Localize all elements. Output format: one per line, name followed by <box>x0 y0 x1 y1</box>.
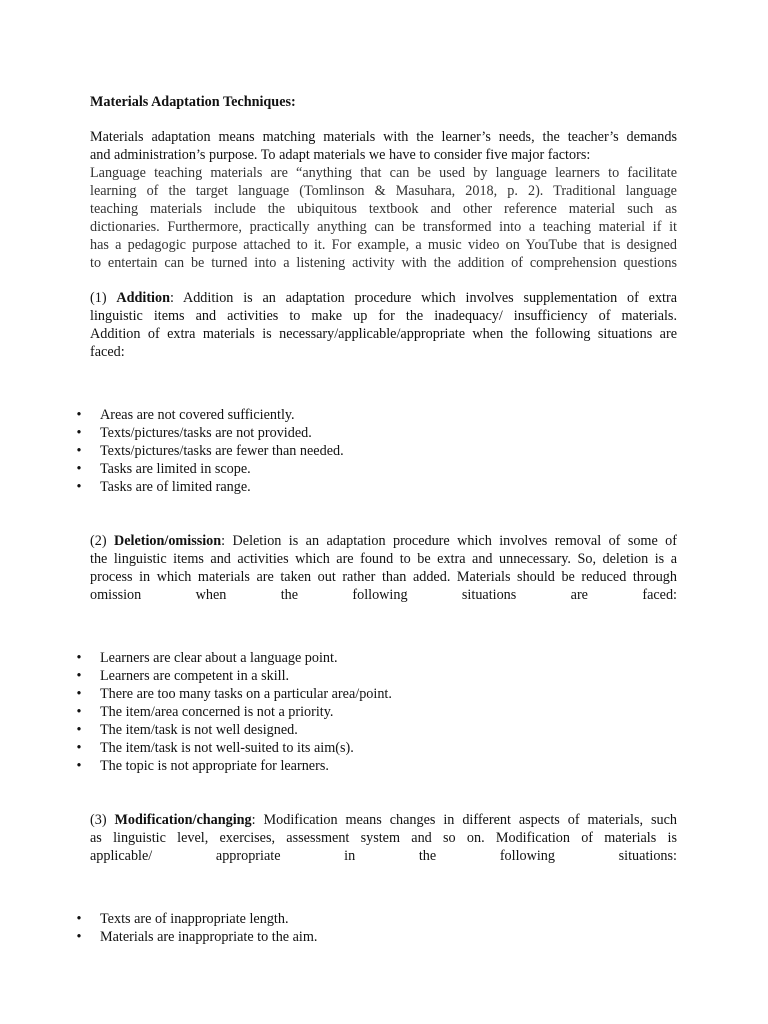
list-item <box>74 757 661 775</box>
bullet-icon: • <box>76 443 82 459</box>
addition-line: Addition of extra materials is necessary/applicable/appropriate when the following situations are <box>90 326 677 342</box>
bullet-icon: • <box>76 407 82 423</box>
intro-line: Materials adaptation means matching materials with the learner’s needs, the teacher’s demands <box>90 129 677 145</box>
list-item <box>74 667 661 685</box>
list-item-text: There are too many tasks on a particular area/point. <box>100 686 392 702</box>
list-item <box>74 910 661 928</box>
list-item <box>74 424 661 442</box>
bullet-icon: • <box>76 686 82 702</box>
section-number: (3) <box>90 812 107 828</box>
list-item-text: Areas are not covered sufficiently. <box>100 407 295 423</box>
modification-line: : Modification means changes in different aspects of materials, such <box>251 812 677 828</box>
list-item <box>74 406 661 424</box>
list-item-text: The topic is not appropriate for learners. <box>100 758 329 774</box>
bullet-icon: • <box>76 461 82 477</box>
document-page <box>76 93 678 946</box>
list-item <box>74 928 661 946</box>
list-item-text: Texts are of inappropriate length. <box>100 911 289 927</box>
list-item <box>74 649 661 667</box>
modification-bullet-list <box>74 910 661 946</box>
quote-line: has a pedagogic purpose attached to it. For example, a music video on YouTube that is designed <box>90 237 677 253</box>
list-item <box>74 721 661 739</box>
document-title: Materials Adaptation Techniques: <box>90 94 296 110</box>
quote-line: teaching materials include the ubiquitous textbook and other reference material such as <box>90 201 677 217</box>
list-item-text: The item/task is not well designed. <box>100 722 298 738</box>
addition-line: faced: <box>90 344 125 360</box>
bullet-icon: • <box>76 911 82 927</box>
list-item <box>74 478 661 496</box>
list-item-text: Tasks are limited in scope. <box>100 461 251 477</box>
list-item-text: Materials are inappropriate to the aim. <box>100 929 318 945</box>
list-item <box>74 460 661 478</box>
list-item-text: Texts/pictures/tasks are not provided. <box>100 425 312 441</box>
list-item-text: The item/task is not well-suited to its aim(s). <box>100 740 354 756</box>
deletion-line: : Deletion is an adaptation procedure which involves removal of some of <box>221 533 677 549</box>
intro-line: and administration’s purpose. To adapt materials we have to consider five major factors: <box>90 147 591 163</box>
deletion-first-line <box>90 532 677 550</box>
bullet-icon: • <box>76 668 82 684</box>
bullet-icon: • <box>76 650 82 666</box>
addition-line: : Addition is an adaptation procedure which involves supplementation of extra <box>169 290 678 306</box>
modification-heading: Modification/changing <box>114 812 252 828</box>
modification-section <box>90 811 677 865</box>
deletion-line: process in which materials are taken out rather than added. Materials should be reduced through <box>90 569 677 585</box>
quote-line: Language teaching materials are “anything that can be used by language learners to facilitate <box>90 165 677 181</box>
addition-line: linguistic items and activities to make up for the inadequacy/ insufficiency of materials. <box>90 308 677 324</box>
bullet-icon: • <box>76 704 82 720</box>
deletion-line: the linguistic items and activities which are found to be extra and unnecessary. So, deletion is a <box>90 551 677 567</box>
bullet-icon: • <box>76 740 82 756</box>
modification-first-line <box>90 811 677 829</box>
quote-paragraph <box>90 164 677 272</box>
intro-paragraph <box>90 128 677 164</box>
addition-bullet-list <box>74 406 661 496</box>
modification-line: applicable/ appropriate in the following situations: <box>90 848 677 864</box>
list-item-text: Texts/pictures/tasks are fewer than needed. <box>100 443 344 459</box>
list-item-text: Tasks are of limited range. <box>100 479 251 495</box>
addition-section <box>90 289 677 361</box>
bullet-icon: • <box>76 425 82 441</box>
section-number: (1) <box>90 290 107 306</box>
addition-heading: Addition <box>116 290 170 306</box>
deletion-section <box>90 532 677 604</box>
bullet-icon: • <box>76 758 82 774</box>
quote-line: to entertain can be turned into a listening activity with the addition of comprehension questions <box>90 255 677 271</box>
deletion-line: omission when the following situations are faced: <box>90 587 677 603</box>
addition-first-line <box>90 289 677 307</box>
list-item <box>74 685 661 703</box>
list-item-text: The item/area concerned is not a priority. <box>100 704 334 720</box>
list-item-text: Learners are competent in a skill. <box>100 668 290 684</box>
deletion-heading: Deletion/omission <box>113 533 222 549</box>
list-item <box>74 703 661 721</box>
bullet-icon: • <box>76 929 82 945</box>
bullet-icon: • <box>76 479 82 495</box>
section-number: (2) <box>90 533 107 549</box>
quote-line: learning of the target language (Tomlinson & Masuhara, 2018, p. 2). Traditional language <box>90 183 677 199</box>
list-item-text: Learners are clear about a language point. <box>100 650 338 666</box>
deletion-bullet-list <box>74 649 661 775</box>
modification-line: as linguistic level, exercises, assessment system and so on. Modification of materials is <box>90 830 677 846</box>
quote-line: dictionaries. Furthermore, practically anything can be transformed into a teaching material if it <box>90 219 677 235</box>
bullet-icon: • <box>76 722 82 738</box>
list-item <box>74 442 661 460</box>
list-item <box>74 739 661 757</box>
